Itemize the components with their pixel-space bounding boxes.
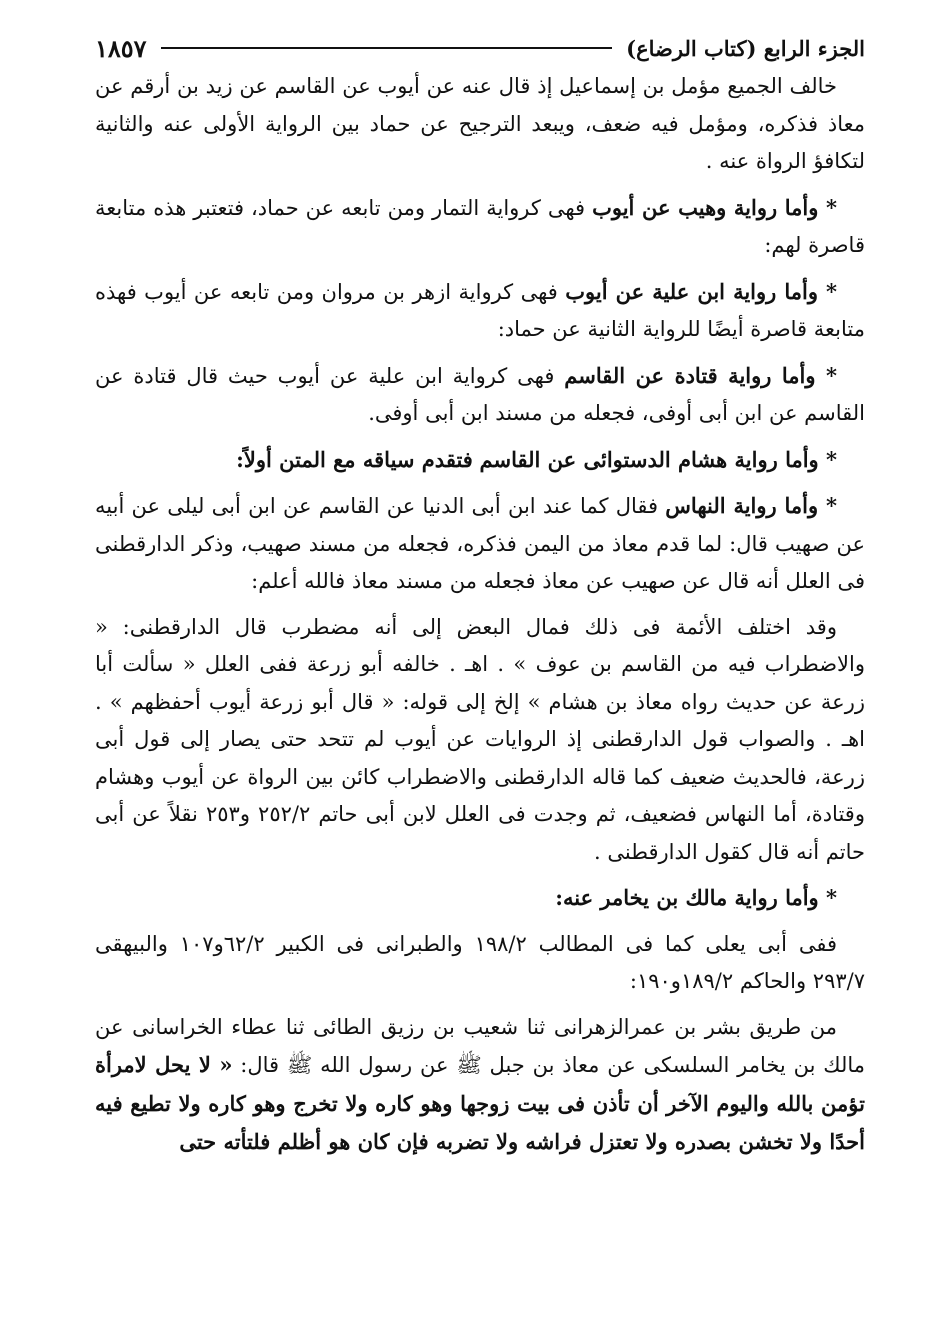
section-lead: * وأما رواية مالك بن يخامر عنه: — [555, 885, 837, 910]
paragraph-text: فهى كرواية التمار ومن تابعه عن حماد، فتعتبر هذه متابعة قاصرة لهم: — [95, 195, 865, 257]
paragraph-text: خالف الجميع مؤمل بن إسماعيل إذ قال عنه عن أيوب عن القاسم عن زيد بن أرقم عن معاذ فذكره، ومؤمل فيه ضعف، ويبعد الترجيح عن حماد بين الرواية الأولى عنه والثانية لتكافؤ الرواة عنه . — [95, 74, 865, 173]
paragraph — [95, 357, 865, 433]
paragraph-text: فهى كرواية ابن علية عن أيوب حيث قال قتادة عن القاسم عن ابن أبى أوفى، فجعله من مسند ابن أبى أوفى. — [95, 363, 865, 425]
page-body — [95, 68, 865, 1162]
section-lead: * وأما رواية النهاس — [665, 493, 837, 518]
paragraph — [95, 879, 865, 918]
paragraph-text: فتقدم سياقه مع المتن أولاً: — [236, 446, 473, 472]
section-lead: * وأما رواية هشام الدستوائى عن القاسم — [479, 446, 837, 472]
paragraph — [95, 441, 865, 480]
paragraph — [95, 273, 865, 349]
hadith-quote: « لا يحل لامرأة تؤمن بالله واليوم الآخر أن تأذن فى بيت زوجها وهو كاره ولا تخرج وهو كاره ولا تطيع فيه أحدًا ولا تخشن بصدره ولا تعتزل فراشه ولا تضربه فإن كان هو أظلم فلتأته حتى — [95, 1052, 865, 1154]
section-lead: * وأما رواية ابن علية عن أيوب — [565, 278, 838, 304]
header-rule — [161, 47, 613, 49]
section-lead: * وأما رواية قتادة عن القاسم — [564, 362, 837, 388]
paragraph — [95, 609, 865, 872]
paragraph-text: فقال كما عند ابن أبى الدنيا عن القاسم عن ابن أبى ليلى عن أبيه عن صهيب قال: لما قدم معاذ من اليمن فذكره، فجعله من مسند صهيب، وذكر الدارقطنى فى العلل أنه قال عن صهيب عن معاذ فجعله من مسند معاذ فالله أعلم: — [95, 494, 865, 593]
paragraph-text: وقد اختلف الأئمة فى ذلك فمال البعض إلى أنه مضطرب قال الدارقطنى: « والاضطراب فيه من القاسم بن عوف » . اهـ . خالفه أبو زرعة ففى العلل « سألت أبا زرعة عن حديث رواه معاذ بن هشام » إلخ إلى قوله: « قال أبو زرعة أيوب أحفظهم » . اهـ . والصواب قول الدارقطنى إذ الروايات عن أيوب لم تتحد حتى يصار إلى قول أبى زرعة، فالحديث ضعيف كما قاله الدارقطنى والاضطراب كائن بين الرواة عن أيوب وهشام وقتادة، أما النهاس فضعيف، ثم وجدت فى العلل لابن أبى حاتم ٢٥٢/٢ و٢٥٣ نقلاً عن أبى حاتم أنه قال كقول الدارقطنى . — [95, 614, 865, 864]
paragraph — [95, 189, 865, 265]
running-title: الجزء الرابع (كتاب الرضاع) — [626, 35, 865, 61]
paragraph-text: ففى أبى يعلى كما فى المطالب ١٩٨/٢ والطبرانى فى الكبير ٦٢/٢و١٠٧ والبيهقى ٢٩٣/٧ والحاكم ١٨٩/٢و١٩٠: — [95, 931, 865, 993]
section-lead: * وأما رواية وهيب عن أيوب — [592, 194, 837, 220]
paragraph — [95, 926, 865, 1001]
paragraph-text: فهى كرواية ازهر بن مروان ومن تابعه عن أيوب فهذه متابعة قاصرة أيضًا للرواية الثانية عن حماد: — [95, 279, 865, 341]
page-number: ١٨٥٧ — [95, 33, 147, 63]
paragraph-text: من طريق بشر بن عمرالزهرانى ثنا شعيب بن رزيق الطائى ثنا عطاء الخراسانى عن مالك بن يخامر السلسكى عن معاذ بن جبل ﷺ عن رسول الله ﷺ قال: — [95, 1014, 865, 1077]
paragraph — [95, 68, 865, 181]
paragraph — [95, 1009, 865, 1162]
page-header — [95, 30, 865, 66]
paragraph — [95, 487, 865, 601]
